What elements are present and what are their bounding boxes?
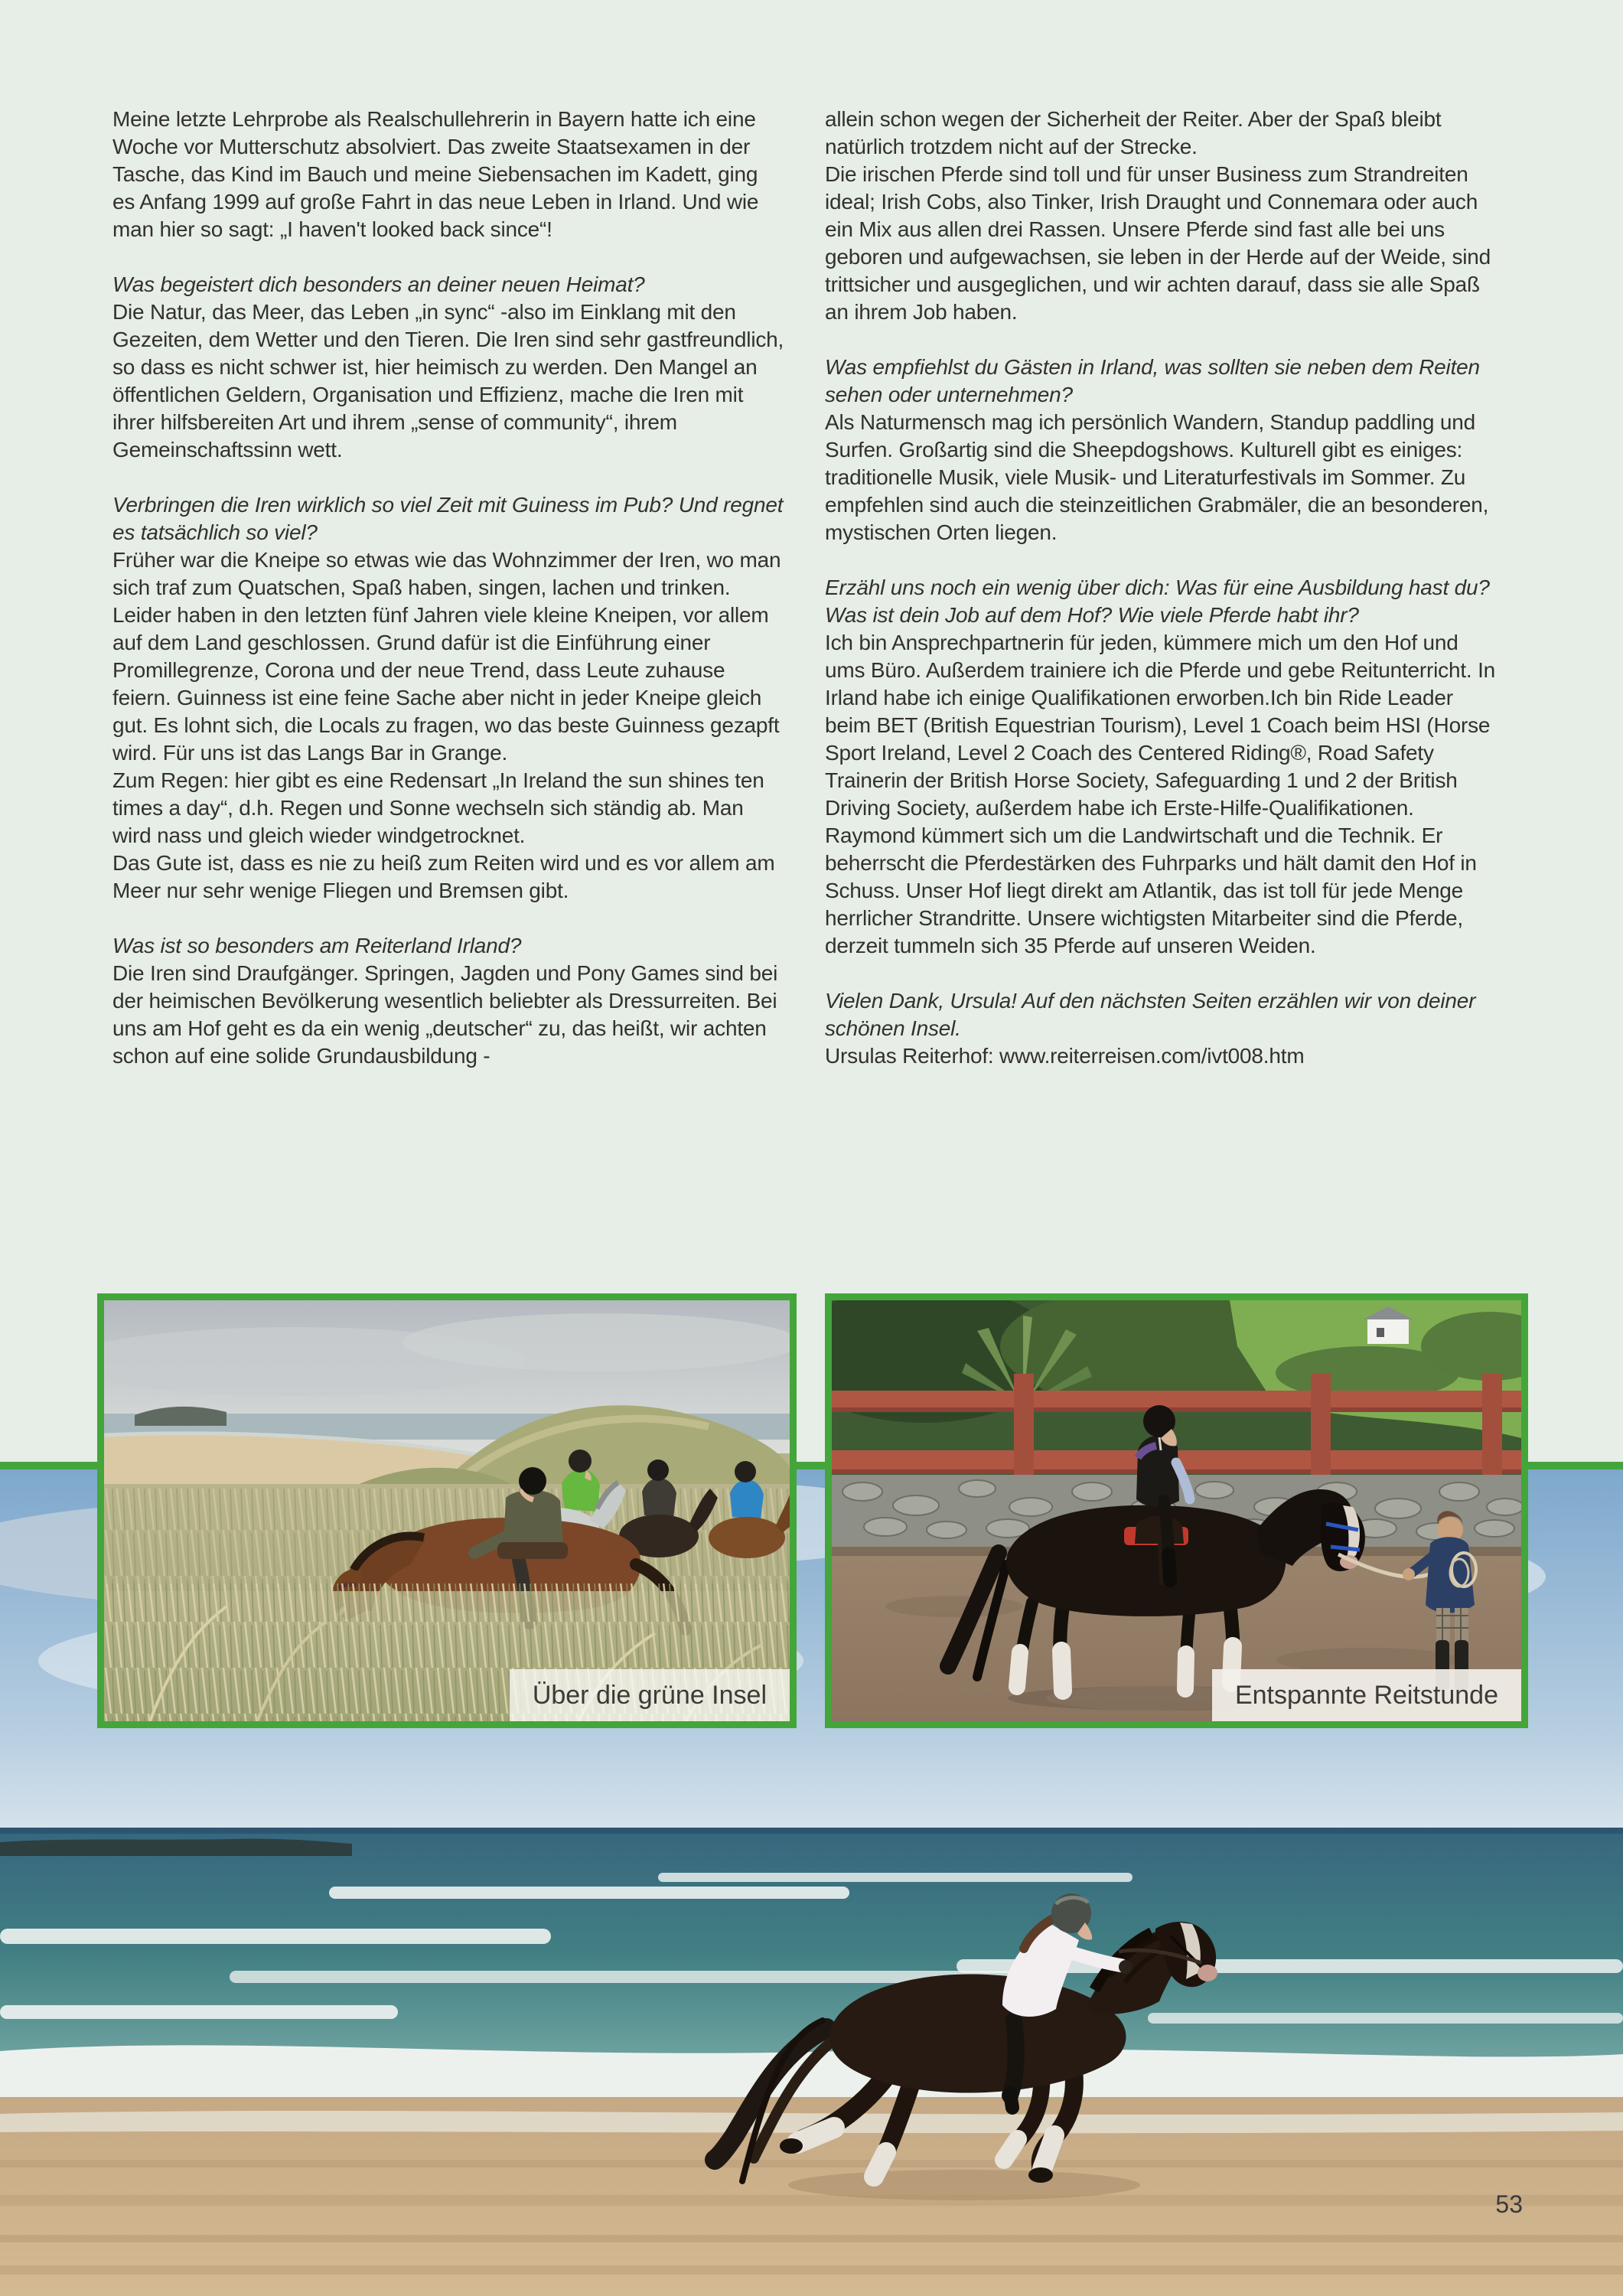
right-column (825, 106, 1498, 1290)
paragraph: Die irischen Pferde sind toll und für unser Business zum Strandreiten ideal; Irish Cobs, also Tinker, Irish Draught und Connemara oder auch ein Mix aus allen drei Rassen. Unsere Pferde sind fast alle bei uns geboren und aufgewachsen, sie leben in der Herde auf der Weide, sind trittsicher und ausgeglichen, und wir achten darauf, dass sie alle Spaß an ihrem Job haben. (825, 162, 1491, 324)
interview-question: Was ist so besonders am Reiterland Irland? (112, 934, 522, 957)
figure-dune-trail-ride (97, 1293, 797, 1728)
left-column (112, 106, 786, 1290)
website-line: Ursulas Reiterhof: www.reiterreisen.com/ivt008.htm (825, 1044, 1305, 1068)
paragraph: Meine letzte Lehrprobe als Realschullehrerin in Bayern hatte ich eine Woche vor Mutterschutz absolviert. Das zweite Staatsexamen in der Tasche, das Kind im Bauch und meine Siebensachen im Kadett, ging es Anfang 1999 auf große Fahrt in das neue Leben in Irland. Und wie man hier so sagt: „I haven't looked back since“! (112, 107, 759, 241)
dune-ride-scene (104, 1300, 790, 1721)
interview-question: Was begeistert dich besonders an deiner neuen Heimat? (112, 272, 645, 296)
paragraph: Als Naturmensch mag ich persönlich Wandern, Standup paddling und Surfen. Großartig sind die Sheepdogshows. Kulturell gibt es einiges: traditionelle Musik, viele Musik- und Literaturfestivals im Sommer. Zu empfehlen sind auch die steinzeitlichen Grabmäler, die an besonderen, mystischen Orten liegen. (825, 410, 1489, 544)
page-number: 53 (1495, 2190, 1523, 2218)
paragraph: Früher war die Kneipe so etwas wie das Wohnzimmer der Iren, wo man sich traf zum Quatschen, Spaß haben, singen, lachen und trinken. (112, 548, 781, 599)
caption-left-photo: Über die grüne Insel (510, 1669, 790, 1721)
paragraph: Das Gute ist, dass es nie zu heiß zum Reiten wird und es vor allem am Meer nur sehr wenige Fliegen und Bremsen gibt. (112, 851, 775, 902)
paragraph: Ich bin Ansprechpartnerin für jeden, kümmere mich um den Hof und ums Büro. Außerdem trainiere ich die Pferde und gebe Reitunterricht. In Irland habe ich einige Qualifikationen erworben.Ich bin Ride Leader beim BET (British Equestrian Tourism), Level 1 Coach beim HSI (Horse Sport Ireland, Level 2 Coach des Centered Riding®, Road Safety Trainerin der British Horse Society, Safeguarding 1 und 2 der British Driving Society, außerdem habe ich Erste-Hilfe-Qualifikationen. Raymond kümmert sich um die Landwirtschaft und die Technik. Er beherrscht die Pferdestärken des Fuhrparks und hält damit den Hof in Schuss. Unser Hof liegt direkt am Atlantik, das ist toll für jede Menge herrlicher Strandritte. Unsere wichtigsten Mitarbeiter sind die Pferde, derzeit tummeln sich 35 Pferde auf unseren Weiden. (825, 631, 1496, 957)
riding-lesson-scene (832, 1300, 1521, 1721)
paragraph: Leider haben in den letzten fünf Jahren viele kleine Kneipen, vor allem auf dem Land geschlossen. Grund dafür ist die Einführung einer Promillegrenze, Corona und der neue Trend, dass Leute zuhause feiern. Guinness ist eine feine Sache aber nicht in jeder Kneipe gleich gut. Es lohnt sich, die Locals zu fragen, wo das beste Guinness gezapft wird. Für uns ist das Langs Bar in Grange. (112, 603, 780, 765)
caption-right-photo: Entspannte Reitstunde (1212, 1669, 1521, 1721)
article-columns (112, 106, 1498, 1290)
paragraph: Die Iren sind Draufgänger. Springen, Jagden und Pony Games sind bei der heimischen Bevölkerung wesentlich beliebter als Dressurreiten. Bei uns am Hof geht es da ein wenig „deutscher“ zu, das heißt, wir achten schon auf eine solide Grundausbildung - (112, 961, 778, 1068)
figure-riding-lesson (825, 1293, 1528, 1728)
interview-question: Vielen Dank, Ursula! Auf den nächsten Seiten erzählen wir von deiner schönen Insel. (825, 989, 1476, 1040)
interview-question: Erzähl uns noch ein wenig über dich: Was für eine Ausbildung hast du? Was ist dein Job auf dem Hof? Wie viele Pferde habt ihr? (825, 576, 1490, 627)
paragraph: Die Natur, das Meer, das Leben „in sync“ -also im Einklang mit den Gezeiten, dem Wetter und den Tieren. Die Iren sind sehr gastfreundlich, so dass es nicht schwer ist, hier heimisch zu werden. Den Mangel an öffentlichen Geldern, Organisation und Effizienz, mache die Iren mit ihrer hilfsbereiten Art und ihrem „sense of community“, ihrem Gemeinschaftssinn wett. (112, 300, 784, 461)
interview-question: Verbringen die Iren wirklich so viel Zeit mit Guiness im Pub? Und regnet es tatsächlich so viel? (112, 493, 784, 544)
paragraph: allein schon wegen der Sicherheit der Reiter. Aber der Spaß bleibt natürlich trotzdem nicht auf der Strecke. (825, 107, 1442, 158)
paragraph: Zum Regen: hier gibt es eine Redensart „In Ireland the sun shines ten times a day“, d.h. Regen und Sonne wechseln sich ständig ab. Man wird nass und gleich wieder windgetrocknet. (112, 768, 764, 847)
interview-question: Was empfiehlst du Gästen in Irland, was sollten sie neben dem Reiten sehen oder unternehmen? (825, 355, 1480, 406)
